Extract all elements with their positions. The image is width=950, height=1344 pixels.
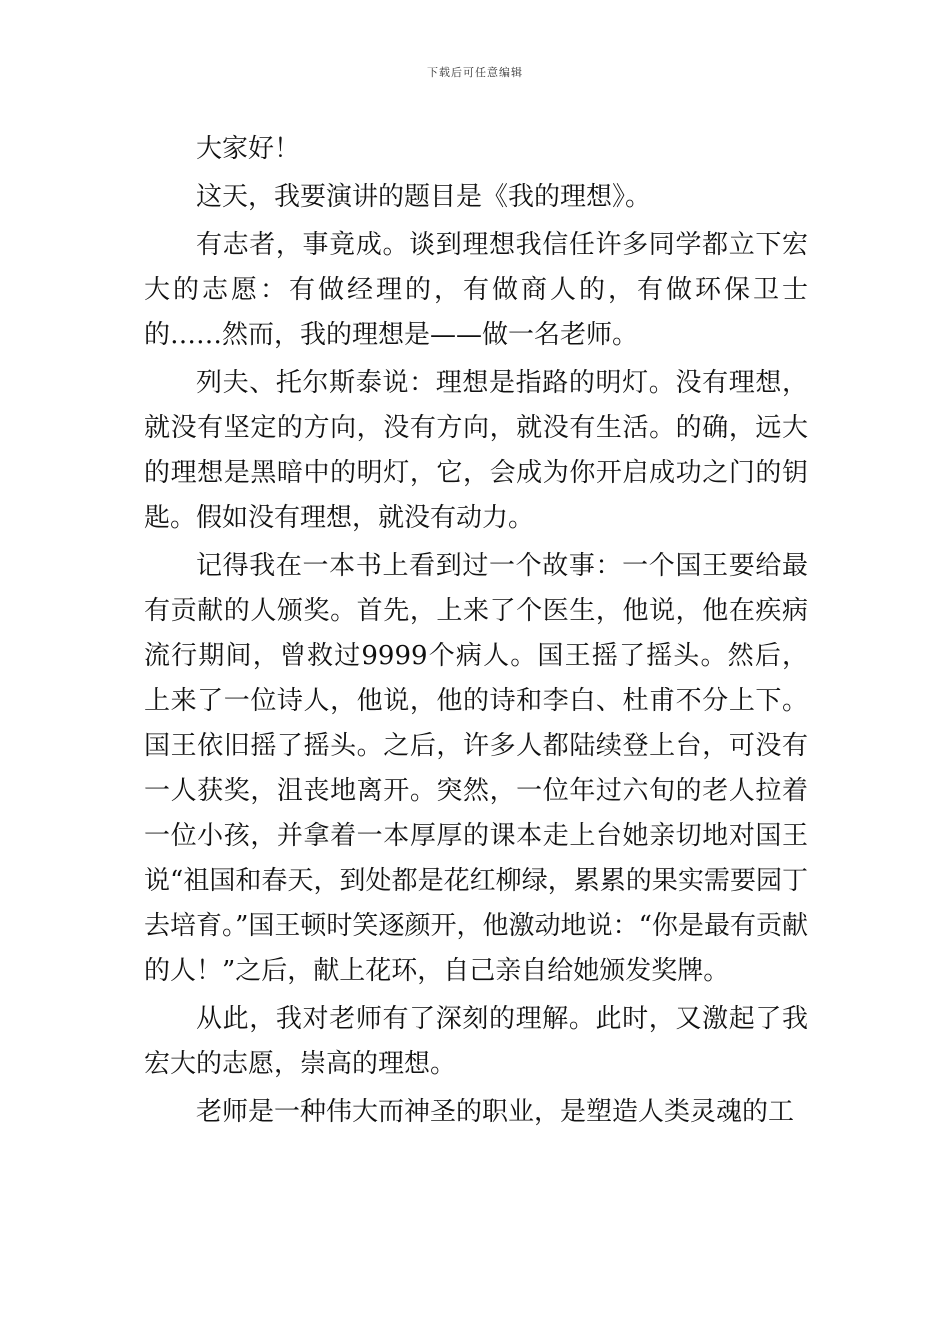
paragraph-tolstoy-quote: 列夫、托尔斯泰说：理想是指路的明灯。没有理想，就没有坚定的方向，没有方向，就没有生活。的确，远大的理想是黑暗中的明灯，它，会成为你开启成功之门的钥匙。假如没有理想，就没有动力。 bbox=[144, 368, 808, 533]
paragraph-king-story: 记得我在一本书上看到过一个故事：一个国王要给最有贡献的人颁奖。首先，上来了个医生，他说，他在疾病流行期间，曾救过9999个病人。国王摇了摇头。然后，上来了一位诗人，他说，他的诗和李白、杜甫不分上下。国王依旧摇了摇头。之后，许多人都陆续登上台，可没有一人获奖，沮丧地离开。突然，一位年过六旬的老人拉着一位小孩，并拿着一本厚厚的课本走上台她亲切地对国王说“祖国和春天，到处都是花红柳绿，累累的果实需要园丁去培育。”国王顿时笑逐颜开，他激动地说：“你是最有贡献的人！”之后，献上花环，自己亲自给她颁发奖牌。 bbox=[144, 551, 808, 986]
paragraph-ambition: 有志者，事竟成。谈到理想我信任许多同学都立下宏大的志愿：有做经理的，有做商人的，有做环保卫士的……然而，我的理想是——做一名老师。 bbox=[144, 230, 808, 350]
paragraph-teacher: 老师是一种伟大而神圣的职业，是塑造人类灵魂的工 bbox=[196, 1097, 795, 1127]
paragraph-greeting: 大家好！ bbox=[196, 134, 301, 164]
page-header-note: 下载后可任意编辑 bbox=[427, 66, 523, 79]
document-body bbox=[144, 127, 808, 1138]
paragraph-understanding: 从此，我对老师有了深刻的理解。此时，又激起了我宏大的志愿，崇高的理想。 bbox=[144, 1004, 808, 1079]
paragraph-topic: 这天，我要演讲的题目是《我的理想》。 bbox=[196, 182, 652, 212]
